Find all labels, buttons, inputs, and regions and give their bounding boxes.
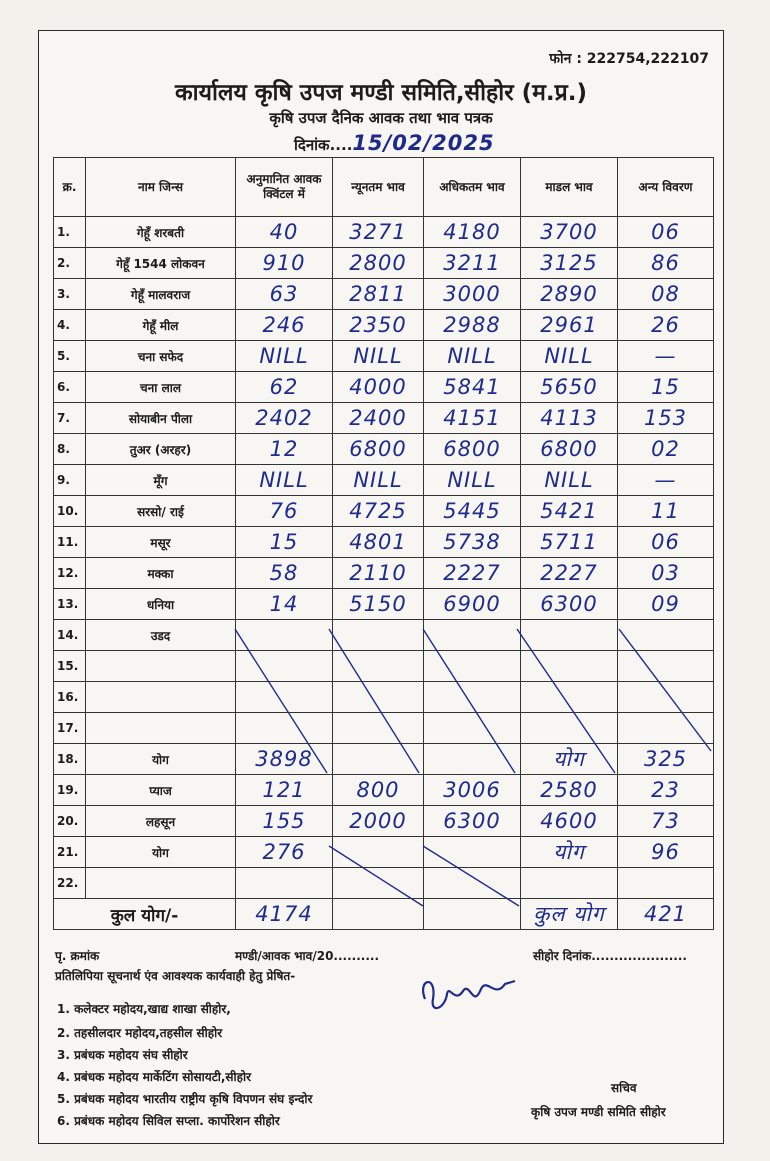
model-price-value: 2890 (540, 282, 598, 306)
table-cell (236, 341, 333, 372)
table-cell (618, 651, 714, 682)
commodity-name: लहसून (86, 806, 236, 837)
col-header-min-price: न्यूनतम भाव (333, 158, 424, 217)
table-cell (618, 527, 714, 558)
table-cell (521, 496, 618, 527)
table-cell (333, 651, 424, 682)
table-cell (236, 310, 333, 341)
table-cell (618, 403, 714, 434)
table-cell (618, 496, 714, 527)
row-number: 1. (54, 217, 86, 248)
table-cell (618, 713, 714, 744)
commodity-name: मसूर (86, 527, 236, 558)
table-cell (333, 589, 424, 620)
commodity-name: गेहूँ शरबती (86, 217, 236, 248)
table-cell (333, 434, 424, 465)
max-price-value: NILL (447, 468, 497, 492)
table-cell (521, 248, 618, 279)
table-cell (521, 744, 618, 775)
table-cell (236, 775, 333, 806)
table-cell (333, 744, 424, 775)
table-cell (333, 279, 424, 310)
table-cell (424, 465, 521, 496)
office-title: कार्यालय कृषि उपज मण्डी समिति,सीहोर (म.प्र.) (175, 80, 587, 106)
table-cell (333, 806, 424, 837)
row-number: 9. (54, 465, 86, 496)
model-price-value: 2961 (540, 313, 598, 337)
table-cell (333, 403, 424, 434)
table-cell (618, 682, 714, 713)
row-number: 6. (54, 372, 86, 403)
table-cell (424, 868, 521, 899)
max-price-value: 4180 (443, 220, 501, 244)
other-value: 86 (651, 251, 680, 275)
commodity-name: प्याज (86, 775, 236, 806)
table-cell (424, 279, 521, 310)
table-cell (618, 217, 714, 248)
row-number: 12. (54, 558, 86, 589)
row-number: 17. (54, 713, 86, 744)
model-price-value: 5650 (540, 375, 598, 399)
table-cell (521, 651, 618, 682)
row-number: 4. (54, 310, 86, 341)
min-price-value: 2400 (349, 406, 407, 430)
report-subtitle: कृषि उपज दैनिक आवक तथा भाव पत्रक (269, 109, 493, 127)
table-cell (618, 899, 714, 930)
table-cell (618, 837, 714, 868)
table-cell (618, 744, 714, 775)
table-cell (236, 868, 333, 899)
table-row (54, 744, 714, 775)
table-cell (236, 372, 333, 403)
arrival-value: 15 (269, 530, 299, 554)
row-number: 2. (54, 248, 86, 279)
row-number: 21. (54, 837, 86, 868)
table-cell (236, 620, 333, 651)
table-cell (333, 248, 424, 279)
table-cell (424, 527, 521, 558)
table-cell (236, 403, 333, 434)
model-price-value: 6300 (540, 592, 598, 616)
max-price-value: 3211 (443, 251, 501, 275)
table-row (54, 868, 714, 899)
table-cell (424, 248, 521, 279)
min-price-value: NILL (353, 344, 403, 368)
ref-label: पृ. क्रमांक (55, 949, 100, 963)
table-cell (424, 837, 521, 868)
table-cell (424, 496, 521, 527)
sachiv-label: सचिव (611, 1081, 637, 1095)
max-price-value: 3000 (443, 282, 501, 306)
commodity-name (86, 868, 236, 899)
col-header-model-price: माडल भाव (521, 158, 618, 217)
table-row (54, 682, 714, 713)
row-number: 7. (54, 403, 86, 434)
price-table (53, 157, 714, 930)
table-cell (333, 558, 424, 589)
max-price-value: 3006 (443, 778, 501, 802)
model-price-value: 3125 (540, 251, 598, 275)
table-cell (236, 434, 333, 465)
table-cell (333, 341, 424, 372)
arrival-value: 246 (262, 313, 306, 337)
table-cell (333, 465, 424, 496)
list-item: 2. तहसीलदार महोदय,तहसील सीहोर (57, 1026, 223, 1040)
table-cell (521, 806, 618, 837)
table-cell (236, 651, 333, 682)
table-cell (424, 806, 521, 837)
arrival-value: 63 (269, 282, 299, 306)
arrival-value: NILL (259, 344, 309, 368)
grand-total-arrival: 4174 (255, 902, 313, 926)
model-price-value: NILL (544, 468, 594, 492)
col-header-commodity: नाम जिन्स (86, 158, 236, 217)
table-cell (333, 682, 424, 713)
table-cell (521, 527, 618, 558)
other-value: 08 (651, 282, 680, 306)
table-cell (333, 217, 424, 248)
arrival-value: 3898 (255, 747, 313, 771)
commodity-name: धनिया (86, 589, 236, 620)
other-value: 06 (651, 220, 680, 244)
commodity-name (86, 713, 236, 744)
min-price-value: 800 (356, 778, 400, 802)
table-cell (424, 434, 521, 465)
table-cell (424, 713, 521, 744)
other-value: 06 (651, 530, 680, 554)
other-value: 23 (651, 778, 680, 802)
other-value: 09 (651, 592, 680, 616)
table-cell (236, 899, 333, 930)
col-header-other: अन्य विवरण (618, 158, 714, 217)
table-cell (333, 775, 424, 806)
table-cell (521, 682, 618, 713)
min-price-value: 4725 (349, 499, 407, 523)
table-cell (618, 248, 714, 279)
max-price-value: 5738 (443, 530, 501, 554)
other-value: 03 (651, 561, 680, 585)
table-cell (618, 372, 714, 403)
max-price-value: 4151 (443, 406, 501, 430)
table-row (54, 558, 714, 589)
table-cell (236, 248, 333, 279)
table-cell (618, 558, 714, 589)
col-header-arrival: अनुमानित आवक क्विंटल में (236, 158, 333, 217)
table-cell (333, 620, 424, 651)
commodity-name: तुअर (अरहर) (86, 434, 236, 465)
table-cell (521, 465, 618, 496)
other-value: 153 (643, 406, 688, 430)
table-cell (521, 372, 618, 403)
date-line: दिनांक....15/02/2025 (294, 131, 495, 155)
table-cell (424, 403, 521, 434)
commodity-name: सरसो/ राई (86, 496, 236, 527)
min-price-value: 2110 (349, 561, 407, 585)
model-price-value: 2227 (540, 561, 598, 585)
table-cell (618, 341, 714, 372)
arrival-value: 155 (262, 809, 306, 833)
max-price-value: 5445 (443, 499, 501, 523)
table-row (54, 248, 714, 279)
model-price-value: NILL (544, 344, 594, 368)
table-cell (424, 589, 521, 620)
model-price-value: 2580 (540, 778, 598, 802)
table-cell (424, 744, 521, 775)
table-cell (521, 217, 618, 248)
model-price-value: 4113 (540, 406, 598, 430)
row-number: 15. (54, 651, 86, 682)
table-cell (236, 837, 333, 868)
table-row (54, 620, 714, 651)
col-header-sr: क्र. (54, 158, 86, 217)
commodity-name: सोयाबीन पीला (86, 403, 236, 434)
arrival-value: 276 (262, 840, 306, 864)
table-cell (424, 899, 521, 930)
table-cell (618, 806, 714, 837)
table-row (54, 589, 714, 620)
other-value: 26 (651, 313, 680, 337)
table-cell (333, 837, 424, 868)
table-cell (521, 713, 618, 744)
commodity-name (86, 682, 236, 713)
table-cell (333, 310, 424, 341)
min-price-value: 6800 (349, 437, 407, 461)
sehore-date: सीहोर दिनांक..................... (533, 949, 687, 963)
arrival-value: 910 (262, 251, 306, 275)
document-page (38, 30, 724, 1144)
table-cell (236, 527, 333, 558)
table-row (54, 310, 714, 341)
table-row (54, 403, 714, 434)
table-cell (618, 310, 714, 341)
table-row (54, 806, 714, 837)
commodity-name: योग (86, 744, 236, 775)
table-cell (333, 713, 424, 744)
table-cell (236, 806, 333, 837)
arrival-value: 58 (269, 561, 299, 585)
table-row (54, 434, 714, 465)
table-cell (521, 868, 618, 899)
commodity-name: उडद (86, 620, 236, 651)
table-cell (333, 868, 424, 899)
min-price-value: 2350 (349, 313, 407, 337)
table-cell (618, 279, 714, 310)
other-value: 11 (651, 499, 680, 523)
table-cell (521, 589, 618, 620)
col-header-max-price: अधिकतम भाव (424, 158, 521, 217)
table-cell (424, 620, 521, 651)
commodity-name: मक्का (86, 558, 236, 589)
max-price-value: 2988 (443, 313, 501, 337)
list-item: 3. प्रबंधक महोदय संघ सीहोर (57, 1048, 188, 1062)
arrival-value: 14 (269, 592, 299, 616)
phone-number: फोन : 222754,222107 (549, 51, 709, 67)
min-price-value: 4801 (349, 530, 407, 554)
row-number: 13. (54, 589, 86, 620)
table-cell (521, 620, 618, 651)
list-item: 1. कलेक्टर महोदय,खाद्य शाखा सीहोर, (57, 1002, 231, 1016)
row-number: 11. (54, 527, 86, 558)
table-row (54, 527, 714, 558)
table-cell (424, 682, 521, 713)
commodity-name: गेहूँ 1544 लोकवन (86, 248, 236, 279)
table-cell (333, 527, 424, 558)
max-price-value: 6300 (443, 809, 501, 833)
commodity-name: चना सफेद (86, 341, 236, 372)
table-cell (236, 558, 333, 589)
table-row (54, 713, 714, 744)
min-price-value: 4000 (349, 375, 407, 399)
model-price-value: 4600 (540, 809, 598, 833)
table-header-row (54, 158, 714, 217)
commodity-name (86, 651, 236, 682)
arrival-value: 2402 (255, 406, 313, 430)
arrival-value: NILL (259, 468, 309, 492)
model-price-value: 3700 (540, 220, 598, 244)
max-price-value: 5841 (443, 375, 501, 399)
arrival-value: 40 (269, 220, 299, 244)
table-cell (618, 620, 714, 651)
row-number: 16. (54, 682, 86, 713)
table-cell (424, 651, 521, 682)
other-value: 96 (651, 840, 680, 864)
min-price-value: 2811 (349, 282, 407, 306)
table-cell (521, 341, 618, 372)
table-cell (521, 775, 618, 806)
table-cell (333, 496, 424, 527)
table-row (54, 217, 714, 248)
grand-total-other: 421 (643, 902, 688, 926)
table-cell (521, 279, 618, 310)
table-cell (424, 217, 521, 248)
min-price-value: NILL (353, 468, 403, 492)
model-price-value: योग (553, 840, 585, 864)
table-row (54, 341, 714, 372)
row-number: 20. (54, 806, 86, 837)
other-value: — (654, 344, 677, 368)
other-value: 15 (651, 375, 680, 399)
committee-label: कृषि उपज मण्डी समिति सीहोर (531, 1105, 666, 1119)
table-cell (236, 465, 333, 496)
table-row (54, 372, 714, 403)
table-cell (618, 589, 714, 620)
commodity-name: मूँग (86, 465, 236, 496)
table-cell (236, 713, 333, 744)
table-cell (236, 744, 333, 775)
min-price-value: 3271 (349, 220, 407, 244)
grand-total-row (54, 899, 714, 930)
table-cell (618, 434, 714, 465)
list-item: 5. प्रबंधक महोदय भारतीय राष्ट्रीय कृषि विपणन संघ इन्दोर (57, 1092, 313, 1106)
table-cell (236, 682, 333, 713)
model-price-value: 5421 (540, 499, 598, 523)
table-row (54, 465, 714, 496)
list-item: 6. प्रबंधक महोदय सिविल सप्ला. कार्पोरेशन सीहोर (57, 1114, 280, 1128)
table-cell (521, 403, 618, 434)
table-row (54, 775, 714, 806)
row-number: 14. (54, 620, 86, 651)
min-price-value: 2800 (349, 251, 407, 275)
grand-total-label: कुल योग/- (54, 899, 236, 930)
commodity-name: गेहूँ मालवराज (86, 279, 236, 310)
table-cell (424, 310, 521, 341)
grand-total-model: कुल योग (533, 902, 605, 926)
row-number: 3. (54, 279, 86, 310)
min-price-value: 5150 (349, 592, 407, 616)
table-row (54, 496, 714, 527)
commodity-name: चना लाल (86, 372, 236, 403)
table-cell (521, 899, 618, 930)
row-number: 18. (54, 744, 86, 775)
table-row (54, 651, 714, 682)
max-price-value: 6900 (443, 592, 501, 616)
table-row (54, 837, 714, 868)
row-number: 22. (54, 868, 86, 899)
table-cell (424, 558, 521, 589)
arrival-value: 121 (262, 778, 306, 802)
table-cell (521, 434, 618, 465)
arrival-value: 12 (269, 437, 299, 461)
table-cell (424, 372, 521, 403)
min-price-value: 2000 (349, 809, 407, 833)
table-cell (521, 837, 618, 868)
other-value: 02 (651, 437, 680, 461)
table-cell (333, 372, 424, 403)
arrival-value: 62 (269, 375, 299, 399)
table-cell (521, 558, 618, 589)
row-number: 5. (54, 341, 86, 372)
row-number: 19. (54, 775, 86, 806)
max-price-value: NILL (447, 344, 497, 368)
signature (415, 969, 525, 1019)
forwarded-note: प्रतिलिपिया सूचनार्थ एंव आवश्यक कार्यवाही हेतु प्रेषित- (55, 969, 296, 983)
row-number: 8. (54, 434, 86, 465)
table-cell (236, 589, 333, 620)
table-cell (236, 496, 333, 527)
table-row (54, 279, 714, 310)
commodity-name: गेहूँ मील (86, 310, 236, 341)
mandi-ref: मण्डी/आवक भाव/20.......... (235, 949, 380, 963)
table-cell (618, 465, 714, 496)
commodity-name: योग (86, 837, 236, 868)
model-price-value: योग (553, 747, 585, 771)
other-value: — (654, 468, 677, 492)
date-value: 15/02/2025 (352, 131, 495, 155)
table-cell (236, 217, 333, 248)
model-price-value: 6800 (540, 437, 598, 461)
table-cell (618, 868, 714, 899)
list-item: 4. प्रबंधक महोदय मार्केटिंग सोसायटी,सीहोर (57, 1070, 252, 1084)
table-cell (521, 310, 618, 341)
date-label: दिनांक (294, 136, 330, 154)
arrival-value: 76 (269, 499, 299, 523)
max-price-value: 2227 (443, 561, 501, 585)
table-cell (424, 775, 521, 806)
table-cell (236, 279, 333, 310)
other-value: 325 (643, 747, 688, 771)
model-price-value: 5711 (540, 530, 598, 554)
other-value: 73 (651, 809, 680, 833)
max-price-value: 6800 (443, 437, 501, 461)
table-cell (333, 899, 424, 930)
row-number: 10. (54, 496, 86, 527)
table-cell (618, 775, 714, 806)
table-cell (424, 341, 521, 372)
